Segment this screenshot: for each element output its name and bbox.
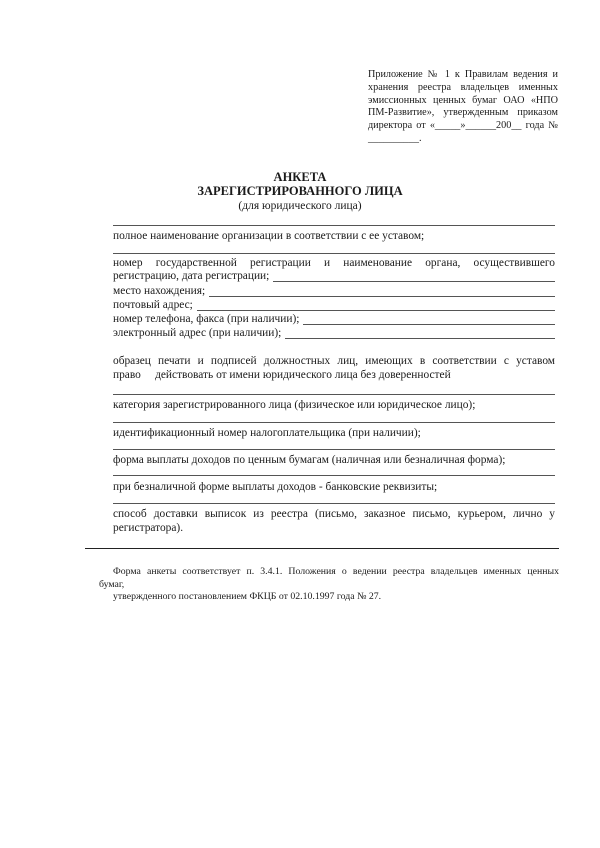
category-label: категория зарегистрированного лица (физическое или юридическое лицо); (113, 399, 476, 411)
footer-line1: Форма анкеты соответствует п. 3.4.1. Положения о ведении реестра владельцев именных ценных (113, 566, 559, 577)
form-subtitle: ЗАРЕГИСТРИРОВАННОГО ЛИЦА (197, 184, 403, 198)
appendix-note: Приложение № 1 к Правилам ведения и хранения реестра владельцев именных эмиссионных ценных бумаг ОАО «НПО ПМ-Развитие», утвержденным приказом директора от «_____»______200__ года № __________. (368, 69, 558, 144)
email-label: электронный адрес (при наличии); (113, 327, 285, 339)
phone-row[interactable] (113, 313, 555, 327)
state-reg-label: номер государственной регистрации и наименование органа, осуществившего (113, 257, 555, 269)
location-row[interactable] (113, 285, 555, 299)
section-divider (85, 548, 559, 549)
bank-details-label: при безналичной форме выплаты доходов - банковские реквизиты; (113, 481, 438, 493)
footer-note (99, 566, 559, 604)
payment-form-label: форма выплаты доходов по ценным бумагам (наличная или безналичная форма); (113, 454, 506, 466)
postal-row[interactable] (113, 299, 555, 313)
delivery-label-line1: способ доставки выписок из реестра (письмо, заказное письмо, курьером, лично у (113, 508, 555, 520)
seal-label-line2: право действовать от имени юридического лица без доверенностей (113, 369, 451, 381)
state-reg-row[interactable] (113, 270, 555, 284)
payment-form-blank[interactable] (113, 449, 555, 450)
phone-label: номер телефона, факса (при наличии); (113, 313, 303, 325)
email-row[interactable] (113, 327, 555, 341)
seal-label-line1: образец печати и подписей должностных лиц, имеющих в соответствии с уставом (113, 355, 555, 367)
footer-line2: бумаг, (99, 578, 125, 590)
state-reg-cont-label: регистрацию, дата регистрации; (113, 270, 273, 282)
delivery-blank[interactable] (113, 503, 555, 504)
postal-label: почтовый адрес; (113, 299, 197, 311)
inn-blank[interactable] (113, 422, 555, 423)
full-name-blank[interactable] (113, 225, 555, 226)
full-name-label: полное наименование организации в соответствии с ее уставом; (113, 230, 425, 242)
category-blank[interactable] (113, 394, 555, 395)
bank-details-blank[interactable] (113, 475, 555, 476)
form-subtitle-note: (для юридического лица) (238, 200, 362, 212)
delivery-label-line2: регистратора). (113, 522, 184, 534)
state-reg-blank[interactable] (113, 253, 555, 254)
footer-line3: утвержденного постановлением ФКЦБ от 02.10.1997 года № 27. (113, 591, 382, 602)
location-label: место нахождения; (113, 285, 209, 297)
inn-label: идентификационный номер налогоплательщика (при наличии); (113, 427, 421, 439)
form-title: АНКЕТА (273, 170, 327, 184)
